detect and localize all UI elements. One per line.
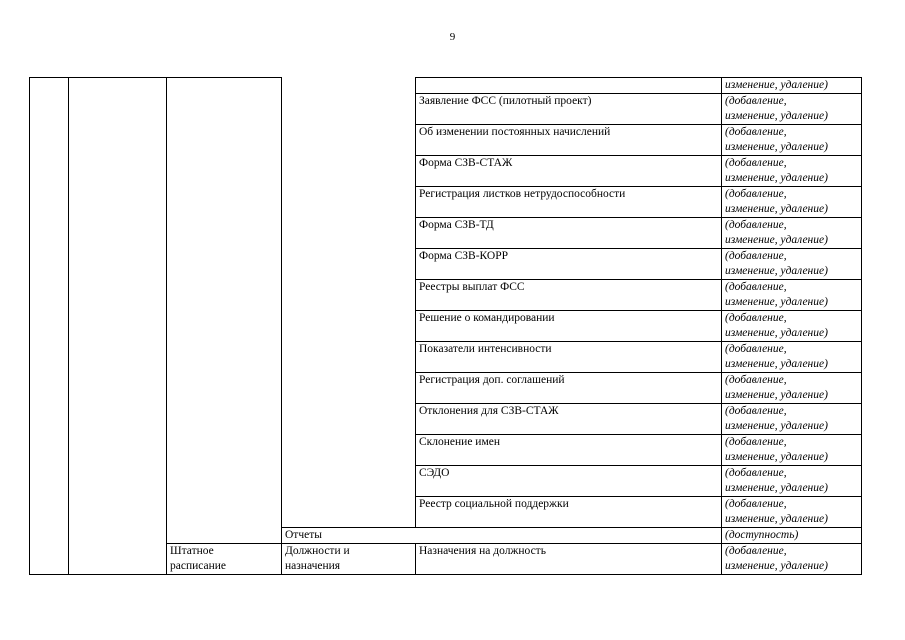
permission-cell: (добавление, изменение, удаление)	[722, 156, 862, 187]
permission-cell: (добавление, изменение, удаление)	[722, 544, 862, 575]
permission-cell: (добавление, изменение, удаление)	[722, 249, 862, 280]
access-rights-table	[29, 77, 862, 575]
form-name-cell: Об изменении постоянных начислений	[416, 125, 722, 156]
section-cell: Должности и назначения	[282, 544, 416, 575]
form-name-cell: Регистрация листков нетрудоспособности	[416, 187, 722, 218]
form-name-cell: Показатели интенсивности	[416, 342, 722, 373]
permission-cell: (добавление, изменение, удаление)	[722, 373, 862, 404]
permission-cell: (добавление, изменение, удаление)	[722, 280, 862, 311]
permission-cell: (добавление, изменение, удаление)	[722, 435, 862, 466]
form-name-cell: Регистрация доп. соглашений	[416, 373, 722, 404]
form-name-cell: Форма СЗВ-КОРР	[416, 249, 722, 280]
table-row	[30, 78, 862, 94]
permission-cell: изменение, удаление)	[722, 78, 862, 94]
form-name-cell: Решение о командировании	[416, 311, 722, 342]
permission-cell: (добавление, изменение, удаление)	[722, 187, 862, 218]
form-name-cell	[416, 78, 722, 94]
num-cell	[30, 78, 69, 575]
form-name-cell: Реестры выплат ФСС	[416, 280, 722, 311]
form-name-cell: Назначения на должность	[416, 544, 722, 575]
permission-cell: (добавление, изменение, удаление)	[722, 311, 862, 342]
form-name-cell: Склонение имен	[416, 435, 722, 466]
permission-cell: (добавление, изменение, удаление)	[722, 218, 862, 249]
section-cell	[282, 78, 416, 528]
reports-section-cell: Отчеты	[282, 528, 722, 544]
system-cell	[69, 78, 167, 575]
permission-cell: (добавление, изменение, удаление)	[722, 466, 862, 497]
form-name-cell: СЭДО	[416, 466, 722, 497]
module-cell: Штатное расписание	[167, 544, 282, 575]
permission-cell: (добавление, изменение, удаление)	[722, 125, 862, 156]
permission-cell: (добавление, изменение, удаление)	[722, 342, 862, 373]
form-name-cell: Форма СЗВ-СТАЖ	[416, 156, 722, 187]
form-name-cell: Форма СЗВ-ТД	[416, 218, 722, 249]
form-name-cell: Заявление ФСС (пилотный проект)	[416, 94, 722, 125]
permission-cell: (добавление, изменение, удаление)	[722, 497, 862, 528]
permission-cell: (добавление, изменение, удаление)	[722, 94, 862, 125]
permission-cell: (доступность)	[722, 528, 862, 544]
module-cell	[167, 78, 282, 544]
page-number: 9	[449, 31, 456, 43]
form-name-cell: Отклонения для СЗВ-СТАЖ	[416, 404, 722, 435]
permission-cell: (добавление, изменение, удаление)	[722, 404, 862, 435]
form-name-cell: Реестр социальной поддержки	[416, 497, 722, 528]
